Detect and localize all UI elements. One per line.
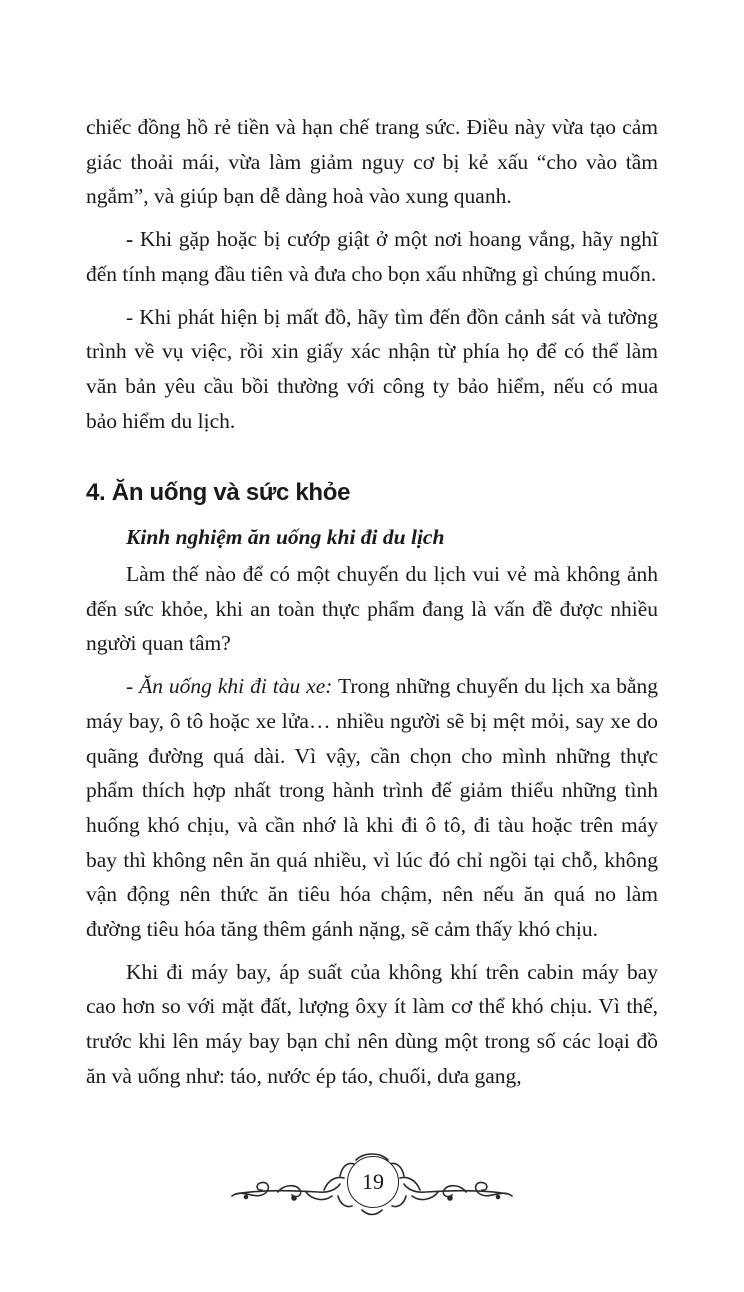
section-heading: 4. Ăn uống và sức khỏe [86, 479, 351, 507]
paragraph-text: Khi gặp hoặc bị cướp giật ở một nơi hoang vắng, hãy nghĩ đến tính mạng đầu tiên và đưa cho bọn xấu những gì chúng muốn. [86, 227, 658, 286]
paragraph-robbery [86, 222, 658, 291]
page-number: 19 [347, 1156, 399, 1208]
page-body [86, 110, 658, 1094]
section-subheading: Kinh nghiệm ăn uống khi đi du lịch [126, 525, 445, 550]
item-label: - Ăn uống khi đi tàu xe: [126, 674, 333, 699]
dash-marker: - [126, 227, 140, 252]
paragraph-text: Khi phát hiện bị mất đồ, hãy tìm đến đồn cảnh sát và tường trình về vụ việc, rồi xin giấy xác nhận từ phía họ để có thể làm văn bản yêu cầu bồi thường với công ty bảo hiểm, nếu có mua bảo hiểm du lịch. [86, 304, 658, 433]
paragraph-airplane: Khi đi máy bay, áp suất của không khí trên cabin máy bay cao hơn so với mặt đất, lượng ôxy ít làm cơ thể khó chịu. Vì thế, trước khi lên máy bay bạn chỉ nên dùng một trong số các loại đồ ăn và uống như: táo, nước ép táo, chuối, dưa gang, [86, 959, 658, 1088]
item-text: Trong những chuyến du lịch xa bằng máy bay, ô tô hoặc xe lửa… nhiều người sẽ bị mệt mỏi, say xe do quãng đường quá dài. Vì vậy, cần chọn cho mình những thực phẩm thích hợp nhất trong hành trình để giảm thiểu những tình huống khó chịu, và cần nhớ là khi đi ô tô, đi tàu hoặc trên máy bay thì không nên ăn quá nhiều, vì lúc đó chỉ ngồi tại chỗ, không vận động nên thức ăn tiêu hóa chậm, nên nếu ăn quá no làm đường tiêu hóa tăng thêm gánh nặng, sẽ cảm thấy khó chịu. [86, 674, 658, 942]
dash-marker: - [126, 304, 140, 329]
page-footer [228, 1150, 516, 1220]
paragraph-lost-items [86, 300, 658, 439]
paragraph-intro: Làm thế nào để có một chuyến du lịch vui vẻ mà không ảnh đến sức khỏe, khi an toàn thực phẩm đang là vấn đề được nhiều người quan tâm? [86, 562, 658, 656]
paragraph-travel-food [86, 669, 658, 947]
paragraph-continued: chiếc đồng hồ rẻ tiền và hạn chế trang sức. Điều này vừa tạo cảm giác thoải mái, vừa làm giảm nguy cơ bị kẻ xấu “cho vào tầm ngắm”, và giúp bạn dễ dàng hoà vào xung quanh. [86, 115, 658, 209]
